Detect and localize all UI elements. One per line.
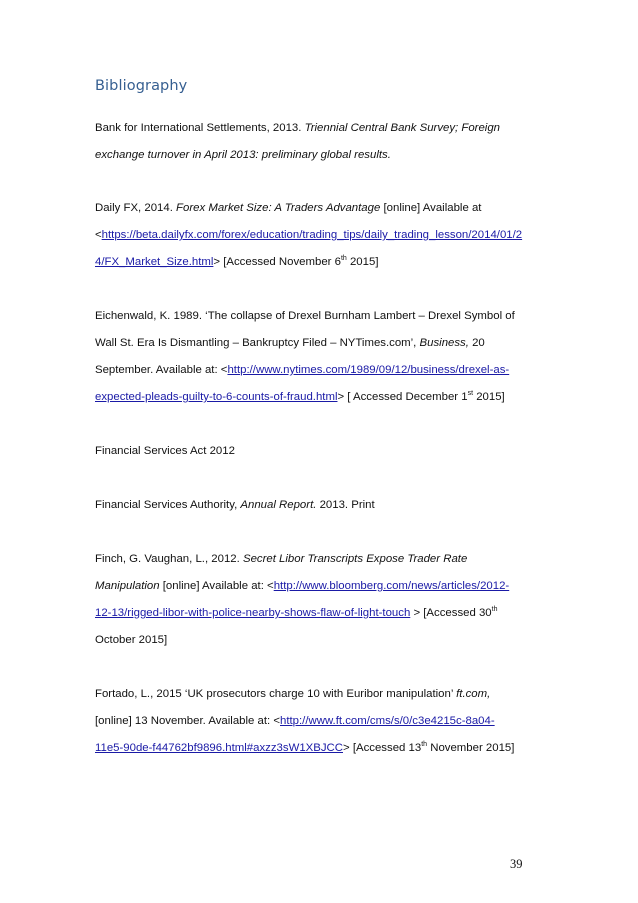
- entry-finch-line-2: [95, 579, 509, 593]
- superscript: th: [421, 741, 428, 748]
- entry-bis-line-2: [95, 148, 391, 162]
- entry-text: Bank for International Settlements, 2013.: [95, 122, 305, 134]
- superscript: th: [491, 606, 498, 613]
- entry-eichenwald-line-4: [95, 390, 505, 404]
- entry-text: 20: [468, 337, 485, 349]
- entry-text: 2015]: [346, 256, 379, 268]
- entry-title: Annual Report.: [240, 499, 317, 511]
- entry-text: > [Accessed 30: [410, 607, 492, 619]
- entry-fsa2012-line-1: Financial Services Act 2012: [95, 445, 235, 457]
- entry-dailyfx-line-1: [95, 201, 481, 215]
- entry-title: Triennial Central Bank Survey; Foreign: [304, 122, 501, 134]
- entry-dailyfx-line-2: [95, 228, 522, 242]
- nytimes-url-link[interactable]: http://www.nytimes.com/1989/09/12/business/drexel-as-: [227, 364, 510, 376]
- superscript: th: [340, 255, 347, 262]
- entry-text: Wall St. Era Is Dismantling – Bankruptcy Filed – NYTimes.com’,: [95, 337, 420, 349]
- bibliography-heading: Bibliography: [95, 78, 188, 94]
- superscript: st: [467, 390, 474, 397]
- entry-text: > [Accessed November 6: [213, 256, 341, 268]
- entry-title: Secret Libor Transcripts Expose Trader Rate: [242, 553, 468, 565]
- bloomberg-url-link[interactable]: http://www.bloomberg.com/news/articles/2012-: [273, 580, 510, 592]
- entry-text: > [ Accessed December 1: [337, 391, 468, 403]
- entry-text: Daily FX, 2014.: [95, 202, 177, 214]
- page-number: 39: [510, 857, 523, 871]
- entry-eichenwald-line-1: Eichenwald, K. 1989. ‘The collapse of Drexel Burnham Lambert – Drexel Symbol of: [95, 310, 515, 322]
- entry-text: [online] 13 November. Available at: <: [95, 715, 281, 727]
- entry-title: Forex Market Size: A Traders Advantage: [176, 202, 381, 214]
- entry-fsauth-line-1: [95, 498, 375, 512]
- ft-url-link-cont[interactable]: 11e5-90de-f44762bf9896.html#axzz3sW1XBJCC: [95, 742, 343, 754]
- entry-text: <: [95, 229, 102, 241]
- entry-text: Finch, G. Vaughan, L., 2012.: [95, 553, 243, 565]
- entry-text: November 2015]: [427, 742, 515, 754]
- entry-finch-line-1: [95, 552, 467, 566]
- entry-text: 2013. Print: [316, 499, 375, 511]
- bloomberg-url-link-cont[interactable]: 12-13/rigged-libor-with-police-nearby-shows-flaw-of-light-touch: [95, 607, 411, 619]
- entry-fortado-line-1: [95, 687, 490, 701]
- entry-title: ft.com,: [456, 688, 491, 700]
- entry-text: September. Available at: <: [95, 364, 228, 376]
- entry-dailyfx-line-3: [95, 255, 378, 269]
- nytimes-url-link-cont[interactable]: expected-pleads-guilty-to-6-counts-of-fraud.html: [95, 391, 338, 403]
- entry-text: 2015]: [473, 391, 505, 403]
- entry-title: exchange turnover in April 2013: preliminary global results.: [95, 149, 391, 161]
- entry-text: > [Accessed 13: [343, 742, 422, 754]
- entry-text: [online] Available at: <: [159, 580, 274, 592]
- entry-finch-line-4: October 2015]: [95, 634, 168, 646]
- entry-text: Fortado, L., 2015 ‘UK prosecutors charge 10 with Euribor manipulation’: [95, 688, 457, 700]
- entry-title: Manipulation: [95, 580, 160, 592]
- entry-finch-line-3: [95, 606, 498, 620]
- entry-eichenwald-line-3: [95, 363, 509, 377]
- ft-url-link[interactable]: http://www.ft.com/cms/s/0/c3e4215c-8a04-: [280, 715, 495, 727]
- entry-eichenwald-line-2: [95, 336, 485, 350]
- entry-text: [online] Available at: [380, 202, 482, 214]
- entry-fortado-line-3: [95, 741, 514, 755]
- entry-text: Financial Services Authority,: [95, 499, 241, 511]
- dailyfx-url-link[interactable]: https://beta.dailyfx.com/forex/education/trading_tips/daily_trading_lesson/2014/01/2: [101, 229, 523, 241]
- entry-bis-line-1: [95, 121, 500, 135]
- entry-fortado-line-2: [95, 714, 495, 728]
- entry-title: Business,: [419, 337, 469, 349]
- dailyfx-url-link-cont[interactable]: 4/FX_Market_Size.html: [95, 256, 214, 268]
